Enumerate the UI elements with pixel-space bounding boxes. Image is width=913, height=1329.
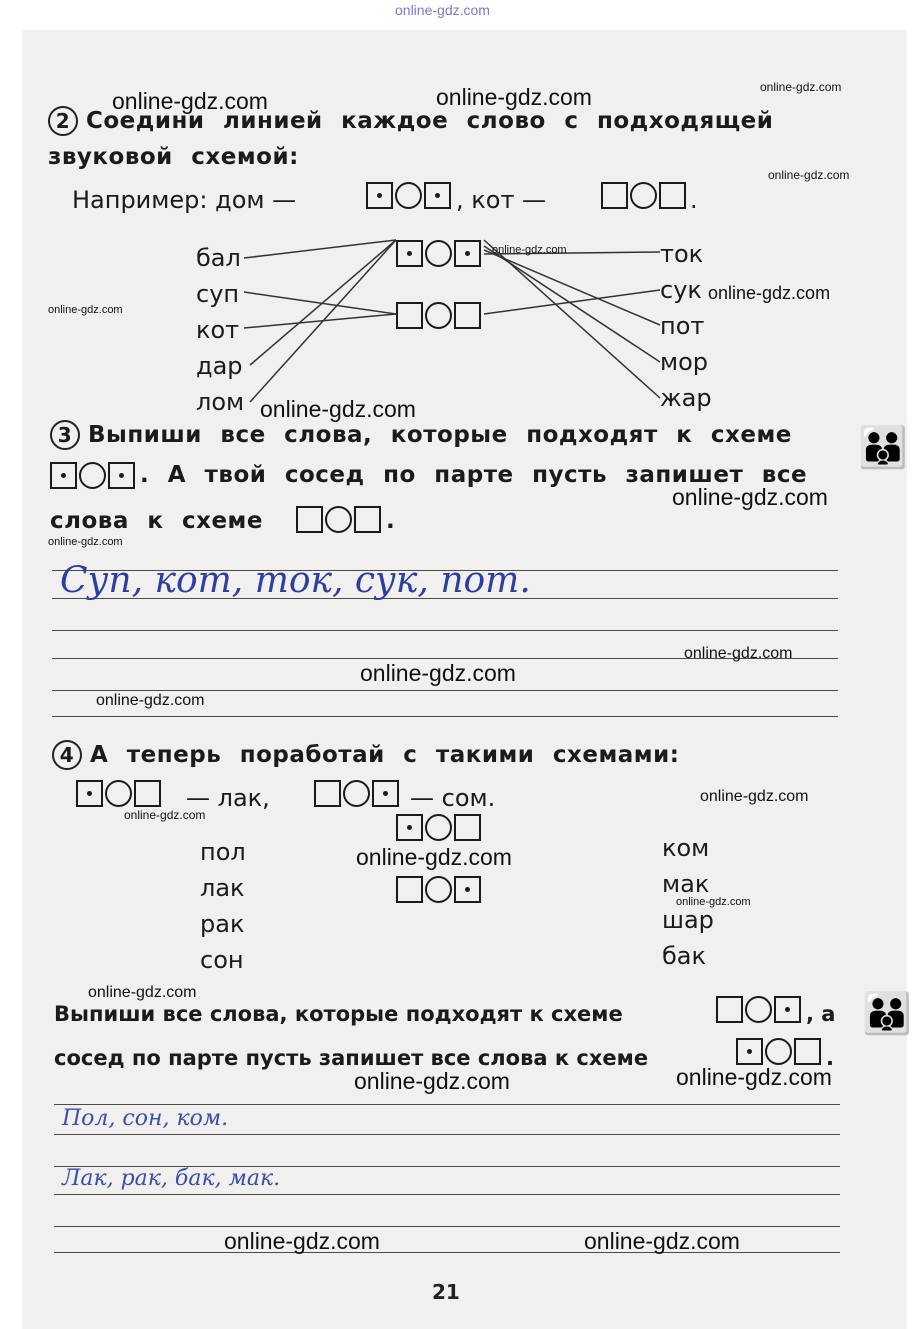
task2-example-prefix: Например: дом — [72, 186, 297, 214]
watermark: online-gdz.com [768, 168, 850, 182]
task4-instruction-line1-end: , а [806, 1002, 836, 1026]
watermark-top: online-gdz.com [395, 2, 490, 18]
word-mak: мак [662, 870, 710, 898]
task2-title-line2: звуковой схемой: [48, 144, 299, 170]
watermark: online-gdz.com [700, 788, 809, 805]
watermark: online-gdz.com [224, 1228, 380, 1254]
watermark: online-gdz.com [260, 396, 416, 422]
word-tok: ток [660, 240, 704, 268]
word-pol: пол [200, 838, 246, 866]
task2-scheme-square-circle-square [396, 302, 486, 328]
task4-handwritten-answer-2: Лак, рак, бак, мак. [62, 1166, 281, 1191]
watermark: online-gdz.com [48, 304, 123, 316]
page-number: 21 [432, 1280, 460, 1304]
watermark: online-gdz.com [436, 84, 592, 110]
watermark: online-gdz.com [112, 88, 268, 114]
word-suk: сук [660, 276, 702, 304]
task2-title-text: Соедини линией каждое слово с подходящей [86, 108, 774, 134]
watermark: online-gdz.com [124, 808, 206, 822]
word-son: сон [200, 946, 244, 974]
writing-line [54, 1226, 840, 1227]
writing-line [52, 630, 838, 631]
watermark: online-gdz.com [672, 484, 828, 510]
word-bak: бак [662, 942, 707, 970]
task3-line3-end: . [386, 508, 396, 534]
watermark: online-gdz.com [88, 984, 197, 1001]
writing-line [54, 1194, 840, 1195]
watermark: online-gdz.com [676, 896, 751, 908]
task4-instruction-line2-end: . [826, 1046, 834, 1070]
task4-title-text: А теперь поработай с такими схемами: [90, 742, 680, 768]
word-shar: шар [662, 906, 714, 934]
watermark: online-gdz.com [492, 244, 567, 256]
word-lom: лом [196, 388, 245, 416]
watermark: online-gdz.com [684, 645, 793, 662]
word-kot: кот [196, 316, 240, 344]
word-zhar: жар [660, 384, 712, 412]
watermark: online-gdz.com [676, 1064, 832, 1090]
task2-example-end: . [690, 186, 698, 214]
task4-instruction-scheme-2 [736, 1038, 826, 1064]
children-reading-icon-2: 👪 [862, 991, 912, 1037]
writing-line [54, 1104, 840, 1105]
task2-example-middle: , кот — [456, 186, 547, 214]
word-dar: дар [196, 352, 243, 380]
task4-left-words [200, 834, 246, 978]
task4-instruction-line1: Выпиши все слова, которые подходят к схеме [54, 1002, 623, 1026]
watermark: online-gdz.com [96, 692, 205, 709]
word-mor: мор [660, 348, 709, 376]
word-pot: пот [660, 312, 705, 340]
watermark: online-gdz.com [360, 660, 516, 686]
task4-title [52, 740, 679, 770]
watermark: online-gdz.com [356, 844, 512, 870]
task3-scheme-1 [50, 462, 140, 488]
task4-example-scheme-lak [76, 780, 166, 806]
task4-example-scheme-som [314, 780, 404, 806]
watermark: online-gdz.com [48, 536, 123, 548]
task2-number: 2 [48, 106, 78, 136]
word-rak: рак [200, 910, 245, 938]
watermark: online-gdz.com [708, 283, 831, 303]
task3-line1 [50, 420, 792, 450]
task4-handwritten-answer-1: Пол, сон, ком. [62, 1106, 229, 1131]
task3-scheme-2 [296, 506, 386, 532]
word-bal: бал [196, 244, 241, 272]
word-lak: лак [200, 874, 245, 902]
task3-line2: . А твой сосед по парте пусть запишет все [140, 462, 808, 488]
task4-number: 4 [52, 740, 82, 770]
task3-number: 3 [50, 420, 80, 450]
writing-line [52, 716, 838, 717]
task3-line1-text: Выпиши все слова, которые подходят к схеме [88, 422, 792, 448]
task2-left-words [196, 240, 244, 420]
task4-scheme-square-circle-dot [396, 876, 486, 902]
task3-handwritten-answer: Суп, кот, ток, сук, пот. [60, 560, 531, 601]
watermark: online-gdz.com [584, 1228, 740, 1254]
word-sup: суп [196, 280, 240, 308]
task2-right-words [660, 236, 712, 416]
task4-instruction-scheme-1 [716, 996, 806, 1022]
word-kom: ком [662, 834, 710, 862]
writing-line [54, 1134, 840, 1135]
task4-example2-text: — сом. [410, 784, 496, 812]
task4-instruction-line2: сосед по парте пусть запишет все слова к схеме [54, 1046, 649, 1070]
task2-scheme-dot-circle-dot [396, 240, 486, 266]
writing-line [52, 690, 838, 691]
task4-example1-text: — лак, [186, 784, 270, 812]
watermark: online-gdz.com [354, 1068, 510, 1094]
children-reading-icon: 👪 [858, 425, 908, 471]
watermark: online-gdz.com [760, 80, 842, 94]
task4-scheme-dot-circle-square [396, 814, 486, 840]
task3-line3: слова к схеме [50, 508, 263, 534]
